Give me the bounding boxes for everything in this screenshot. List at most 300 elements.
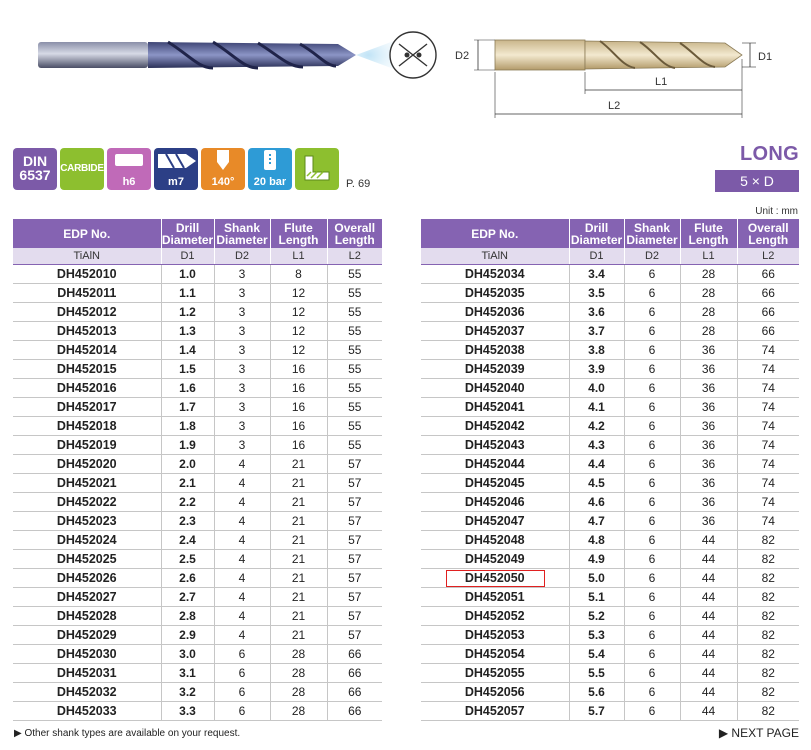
- table-row: [421, 303, 799, 322]
- overall-length-cell: 55: [327, 303, 382, 322]
- shank-diameter-cell: 6: [624, 569, 680, 588]
- flute-length-cell: 44: [680, 683, 737, 702]
- footnote: [14, 728, 240, 739]
- shank-diameter-cell: 3: [214, 265, 270, 284]
- edp-cell: DH452016: [13, 379, 161, 398]
- overall-length-cell: 66: [737, 284, 799, 303]
- overall-length-cell: 82: [737, 588, 799, 607]
- drill-diameter-cell: 2.2: [161, 493, 214, 512]
- table-row: [13, 493, 382, 512]
- table-row: [13, 683, 382, 702]
- flute-length-cell: 36: [680, 379, 737, 398]
- table-row: [421, 398, 799, 417]
- shank-diameter-cell: 6: [214, 683, 270, 702]
- edp-cell: DH452037: [421, 322, 569, 341]
- header-edp: EDP No.: [13, 219, 161, 248]
- overall-length-cell: 55: [327, 284, 382, 303]
- flute-length-cell: 28: [270, 683, 327, 702]
- header-flute-length: Flute Length: [270, 219, 327, 248]
- header-shank-diameter: Shank Diameter: [214, 219, 270, 248]
- drill-diameter-cell: 4.6: [569, 493, 624, 512]
- dimension-diagram: [450, 14, 795, 124]
- table-row: [13, 550, 382, 569]
- shank-diameter-cell: 4: [214, 493, 270, 512]
- edp-cell: DH452017: [13, 398, 161, 417]
- flute-length-cell: 28: [270, 702, 327, 721]
- shank-diameter-cell: 6: [624, 398, 680, 417]
- edp-cell: DH452026: [13, 569, 161, 588]
- drill-diameter-cell: 2.0: [161, 455, 214, 474]
- drill-photo: [38, 24, 438, 92]
- edp-cell: DH452035: [421, 284, 569, 303]
- shank-diameter-cell: 6: [624, 284, 680, 303]
- edp-cell: DH452013: [13, 322, 161, 341]
- overall-length-cell: 74: [737, 512, 799, 531]
- drill-diameter-cell: 5.1: [569, 588, 624, 607]
- overall-length-cell: 55: [327, 265, 382, 284]
- overall-length-cell: 74: [737, 398, 799, 417]
- drill-diameter-cell: 5.7: [569, 702, 624, 721]
- coating-icon: [295, 148, 339, 190]
- table-row: [13, 588, 382, 607]
- table-row: [421, 493, 799, 512]
- table-row: [13, 436, 382, 455]
- flute-length-cell: 21: [270, 569, 327, 588]
- d1-label: D1: [758, 51, 773, 63]
- drill-diameter-cell: 4.9: [569, 550, 624, 569]
- edp-cell: DH452032: [13, 683, 161, 702]
- flute-length-cell: 16: [270, 379, 327, 398]
- header-edp: EDP No.: [421, 219, 569, 248]
- spec-table-right: [421, 219, 799, 721]
- diameter-tolerance-badge: [154, 148, 198, 190]
- shank-diameter-cell: 3: [214, 341, 270, 360]
- flute-length-cell: 36: [680, 455, 737, 474]
- shank-diameter-cell: 6: [624, 455, 680, 474]
- overall-length-cell: 57: [327, 493, 382, 512]
- drill-diameter-cell: 5.2: [569, 607, 624, 626]
- shank-diameter-cell: 6: [214, 645, 270, 664]
- overall-length-cell: 82: [737, 550, 799, 569]
- table-row: [13, 284, 382, 303]
- edp-cell: DH452056: [421, 683, 569, 702]
- drill-diameter-cell: 2.9: [161, 626, 214, 645]
- drill-diameter-cell: 4.7: [569, 512, 624, 531]
- shank-diameter-cell: 6: [624, 683, 680, 702]
- table-row: [13, 455, 382, 474]
- overall-length-cell: 66: [327, 645, 382, 664]
- shank-diameter-cell: 4: [214, 588, 270, 607]
- shank-diameter-cell: 6: [214, 664, 270, 683]
- table-row: [421, 626, 799, 645]
- header-coating: TiAlN: [13, 248, 161, 265]
- drill-diameter-cell: 2.1: [161, 474, 214, 493]
- edp-cell: DH452049: [421, 550, 569, 569]
- header-d2: D2: [214, 248, 270, 265]
- edp-cell: DH452044: [421, 455, 569, 474]
- drill-diameter-cell: 1.3: [161, 322, 214, 341]
- shank-diameter-cell: 6: [214, 702, 270, 721]
- drill-diameter-cell: 2.7: [161, 588, 214, 607]
- drill-diameter-cell: 4.8: [569, 531, 624, 550]
- flute-length-cell: 21: [270, 607, 327, 626]
- drill-diameter-cell: 4.4: [569, 455, 624, 474]
- spec-table-right-body: [421, 265, 799, 721]
- edp-cell: DH452050: [421, 569, 569, 588]
- overall-length-cell: 82: [737, 702, 799, 721]
- header-l1: L1: [270, 248, 327, 265]
- overall-length-cell: 74: [737, 360, 799, 379]
- drill-diameter-cell: 3.2: [161, 683, 214, 702]
- flute-length-cell: 36: [680, 417, 737, 436]
- flute-length-cell: 44: [680, 607, 737, 626]
- shank-diameter-cell: 6: [624, 626, 680, 645]
- header-l2: L2: [327, 248, 382, 265]
- table-row: [13, 512, 382, 531]
- overall-length-cell: 74: [737, 493, 799, 512]
- table-row: [421, 417, 799, 436]
- shank-diameter-cell: 6: [624, 474, 680, 493]
- overall-length-cell: 82: [737, 569, 799, 588]
- spec-table-left: [13, 219, 382, 721]
- overall-length-cell: 66: [327, 664, 382, 683]
- table-row: [421, 341, 799, 360]
- edp-cell: DH452010: [13, 265, 161, 284]
- drill-diameter-cell: 5.4: [569, 645, 624, 664]
- page-reference[interactable]: P. 69: [346, 178, 371, 190]
- flute-length-cell: 36: [680, 398, 737, 417]
- table-row: [13, 702, 382, 721]
- overall-length-cell: 55: [327, 341, 382, 360]
- flute-length-cell: 28: [680, 303, 737, 322]
- table-row: [421, 436, 799, 455]
- edp-cell: DH452057: [421, 702, 569, 721]
- edp-cell: DH452014: [13, 341, 161, 360]
- overall-length-cell: 82: [737, 645, 799, 664]
- flute-length-cell: 36: [680, 436, 737, 455]
- edp-cell: DH452039: [421, 360, 569, 379]
- flute-length-cell: 44: [680, 645, 737, 664]
- table-row: [421, 512, 799, 531]
- drill-diameter-cell: 5.0: [569, 569, 624, 588]
- table-row: [13, 569, 382, 588]
- point-angle-icon: [201, 148, 245, 174]
- din-badge: [13, 148, 57, 190]
- flute-length-cell: 12: [270, 322, 327, 341]
- overall-length-cell: 57: [327, 607, 382, 626]
- edp-cell: DH452046: [421, 493, 569, 512]
- next-arrow-icon: ▶: [718, 726, 729, 740]
- flute-length-cell: 44: [680, 531, 737, 550]
- header-drill-diameter: Drill Diameter: [570, 220, 623, 247]
- header-shank-diameter: Shank Diameter: [624, 219, 680, 248]
- overall-length-cell: 55: [327, 436, 382, 455]
- edp-cell: DH452036: [421, 303, 569, 322]
- flute-length-cell: 21: [270, 512, 327, 531]
- next-page-link[interactable]: [719, 726, 799, 740]
- shank-diameter-cell: 6: [624, 588, 680, 607]
- drill-diameter-cell: 1.4: [161, 341, 214, 360]
- flute-length-cell: 28: [680, 265, 737, 284]
- point-angle-badge: [201, 148, 245, 190]
- shank-diameter-cell: 4: [214, 512, 270, 531]
- drill-diameter-cell: 3.8: [569, 341, 624, 360]
- flute-length-cell: 36: [680, 493, 737, 512]
- shank-diameter-cell: 4: [214, 474, 270, 493]
- table-row: [421, 683, 799, 702]
- flute-length-cell: 16: [270, 398, 327, 417]
- table-row: [421, 664, 799, 683]
- drill-diameter-cell: 1.7: [161, 398, 214, 417]
- drill-diameter-cell: 1.8: [161, 417, 214, 436]
- overall-length-cell: 74: [737, 341, 799, 360]
- edp-cell: DH452024: [13, 531, 161, 550]
- edp-cell: DH452023: [13, 512, 161, 531]
- flute-length-cell: 21: [270, 474, 327, 493]
- shank-tolerance-badge: [107, 148, 151, 190]
- table-row: [421, 455, 799, 474]
- overall-length-cell: 82: [737, 531, 799, 550]
- overall-length-cell: 57: [327, 531, 382, 550]
- flute-length-cell: 21: [270, 626, 327, 645]
- coolant-icon: [248, 148, 292, 174]
- shank-diameter-cell: 6: [624, 303, 680, 322]
- edp-cell: DH452055: [421, 664, 569, 683]
- table-row: [421, 474, 799, 493]
- shank-diameter-cell: 3: [214, 284, 270, 303]
- edp-cell: DH452019: [13, 436, 161, 455]
- drill-diameter-cell: 3.1: [161, 664, 214, 683]
- drill-diameter-cell: 4.0: [569, 379, 624, 398]
- shank-diameter-cell: 6: [624, 493, 680, 512]
- flute-length-cell: 44: [680, 550, 737, 569]
- shank-diameter-cell: 3: [214, 379, 270, 398]
- shank-diameter-cell: 6: [624, 664, 680, 683]
- shank-diameter-cell: 3: [214, 303, 270, 322]
- overall-length-cell: 57: [327, 550, 382, 569]
- edp-cell: DH452028: [13, 607, 161, 626]
- flute-length-cell: 21: [270, 455, 327, 474]
- overall-length-cell: 74: [737, 417, 799, 436]
- drill-diameter-cell: 1.0: [161, 265, 214, 284]
- overall-length-cell: 82: [737, 683, 799, 702]
- overall-length-cell: 82: [737, 607, 799, 626]
- shank-diameter-cell: 6: [624, 360, 680, 379]
- edp-cell: DH452011: [13, 284, 161, 303]
- shank-diameter-cell: 3: [214, 398, 270, 417]
- overall-length-cell: 57: [327, 569, 382, 588]
- edp-cell: DH452025: [13, 550, 161, 569]
- edp-cell: DH452031: [13, 664, 161, 683]
- next-page-label: NEXT PAGE: [731, 726, 799, 740]
- table-row: [421, 607, 799, 626]
- shank-diameter-cell: 4: [214, 531, 270, 550]
- drill-diameter-cell: 1.5: [161, 360, 214, 379]
- table-row: [421, 379, 799, 398]
- drill-diameter-cell: 3.7: [569, 322, 624, 341]
- overall-length-cell: 57: [327, 588, 382, 607]
- flute-length-cell: 44: [680, 702, 737, 721]
- length-ratio: 5 × D: [715, 170, 799, 192]
- table-row: [13, 417, 382, 436]
- shank-diameter-cell: 4: [214, 569, 270, 588]
- drill-diameter-cell: 2.4: [161, 531, 214, 550]
- flute-length-cell: 28: [270, 664, 327, 683]
- table-row: [421, 265, 799, 284]
- overall-length-cell: 57: [327, 626, 382, 645]
- table-row: [13, 531, 382, 550]
- shank-diameter-cell: 6: [624, 322, 680, 341]
- edp-cell: DH452040: [421, 379, 569, 398]
- flute-length-cell: 12: [270, 303, 327, 322]
- overall-length-cell: 66: [737, 265, 799, 284]
- flute-length-cell: 28: [680, 284, 737, 303]
- din-label: DIN: [22, 153, 48, 169]
- table-row: [421, 531, 799, 550]
- table-row: [421, 550, 799, 569]
- flute-length-cell: 21: [270, 550, 327, 569]
- header-flute-length: Flute Length: [680, 219, 737, 248]
- overall-length-cell: 82: [737, 664, 799, 683]
- header-overall-length: Overall Length: [327, 219, 382, 248]
- flute-length-cell: 21: [270, 531, 327, 550]
- table-row: [13, 626, 382, 645]
- shank-diameter-cell: 6: [624, 645, 680, 664]
- spec-table-left-body: [13, 265, 382, 721]
- edp-cell: DH452054: [421, 645, 569, 664]
- table-row: [13, 645, 382, 664]
- header-l1: L1: [680, 248, 737, 265]
- table-row: [421, 284, 799, 303]
- flute-length-cell: 8: [270, 265, 327, 284]
- edp-cell: DH452018: [13, 417, 161, 436]
- drill-diameter-cell: 1.1: [161, 284, 214, 303]
- drill-diameter-cell: 1.2: [161, 303, 214, 322]
- coolant-pressure-badge: [248, 148, 292, 190]
- edp-cell: DH452022: [13, 493, 161, 512]
- shank-diameter-cell: 6: [624, 702, 680, 721]
- series-title: LONG: [740, 143, 799, 165]
- edp-cell: DH452043: [421, 436, 569, 455]
- unit-note: Unit : mm: [755, 206, 798, 217]
- header-coating: TiAlN: [421, 248, 569, 265]
- overall-length-cell: 55: [327, 398, 382, 417]
- shank-diameter-cell: 4: [214, 550, 270, 569]
- drill-diameter-cell: 1.6: [161, 379, 214, 398]
- edp-cell: DH452038: [421, 341, 569, 360]
- shank-diameter-cell: 4: [214, 455, 270, 474]
- edp-cell: DH452041: [421, 398, 569, 417]
- table-row: [13, 474, 382, 493]
- diameter-tolerance-label: m7: [168, 176, 184, 188]
- flute-length-cell: 44: [680, 569, 737, 588]
- drill-diameter-cell: 1.9: [161, 436, 214, 455]
- overall-length-cell: 66: [327, 683, 382, 702]
- table-row: [13, 341, 382, 360]
- edp-cell: DH452029: [13, 626, 161, 645]
- shank-diameter-cell: 6: [624, 341, 680, 360]
- flute-length-cell: 12: [270, 284, 327, 303]
- header-drill-diameter: Drill Diameter: [161, 220, 214, 247]
- drill-diameter-cell: 5.5: [569, 664, 624, 683]
- shank-diameter-cell: 6: [624, 512, 680, 531]
- drill-diameter-cell: 3.3: [161, 702, 214, 721]
- drill-diameter-cell: 2.5: [161, 550, 214, 569]
- drill-diameter-cell: 3.0: [161, 645, 214, 664]
- flute-length-cell: 16: [270, 360, 327, 379]
- table-row: [421, 322, 799, 341]
- table-row: [13, 303, 382, 322]
- l1-label: L1: [655, 76, 668, 88]
- shank-diameter-cell: 6: [624, 436, 680, 455]
- table-row: [421, 702, 799, 721]
- shank-diameter-cell: 6: [624, 550, 680, 569]
- table-row: [13, 607, 382, 626]
- overall-length-cell: 55: [327, 360, 382, 379]
- bullet-icon: ▶: [14, 728, 22, 739]
- overall-length-cell: 66: [737, 303, 799, 322]
- overall-length-cell: 66: [737, 322, 799, 341]
- edp-cell: DH452052: [421, 607, 569, 626]
- edp-cell: DH452042: [421, 417, 569, 436]
- flute-length-cell: 28: [680, 322, 737, 341]
- table-row: [13, 379, 382, 398]
- drill-diameter-cell: 5.6: [569, 683, 624, 702]
- edp-cell: DH452045: [421, 474, 569, 493]
- drill-tip-icon: [154, 148, 198, 174]
- edp-cell: DH452053: [421, 626, 569, 645]
- shank-diameter-cell: 3: [214, 417, 270, 436]
- edp-cell: DH452027: [13, 588, 161, 607]
- drill-diameter-cell: 2.6: [161, 569, 214, 588]
- overall-length-cell: 57: [327, 455, 382, 474]
- edp-cell: DH452047: [421, 512, 569, 531]
- point-angle-label: 140°: [211, 176, 235, 188]
- drill-diameter-cell: 5.3: [569, 626, 624, 645]
- flute-length-cell: 21: [270, 588, 327, 607]
- overall-length-cell: 74: [737, 474, 799, 493]
- flute-length-cell: 16: [270, 417, 327, 436]
- table-row: [421, 588, 799, 607]
- carbide-label: CARBIDE: [60, 163, 104, 174]
- shank-diameter-cell: 4: [214, 607, 270, 626]
- shank-diameter-cell: 6: [624, 531, 680, 550]
- header-d1: D1: [161, 248, 214, 265]
- table-row: [13, 265, 382, 284]
- drill-diameter-cell: 4.1: [569, 398, 624, 417]
- shank-diameter-cell: 3: [214, 322, 270, 341]
- drill-diameter-cell: 4.3: [569, 436, 624, 455]
- drill-diameter-cell: 2.3: [161, 512, 214, 531]
- shank-diameter-cell: 6: [624, 607, 680, 626]
- drill-diameter-cell: 4.2: [569, 417, 624, 436]
- header-overall-length: Overall Length: [737, 219, 799, 248]
- coolant-pressure-label: 20 bar: [253, 176, 287, 188]
- edp-cell: DH452034: [421, 265, 569, 284]
- coating-badge: [295, 148, 339, 190]
- drill-diameter-cell: 2.8: [161, 607, 214, 626]
- flute-length-cell: 28: [270, 645, 327, 664]
- flute-length-cell: 12: [270, 341, 327, 360]
- shank-diameter-cell: 3: [214, 360, 270, 379]
- flute-length-cell: 21: [270, 493, 327, 512]
- edp-cell: DH452015: [13, 360, 161, 379]
- drill-diameter-cell: 3.9: [569, 360, 624, 379]
- shank-tolerance-label: h6: [122, 176, 136, 188]
- table-row: [13, 360, 382, 379]
- edp-cell: DH452021: [13, 474, 161, 493]
- flute-length-cell: 44: [680, 664, 737, 683]
